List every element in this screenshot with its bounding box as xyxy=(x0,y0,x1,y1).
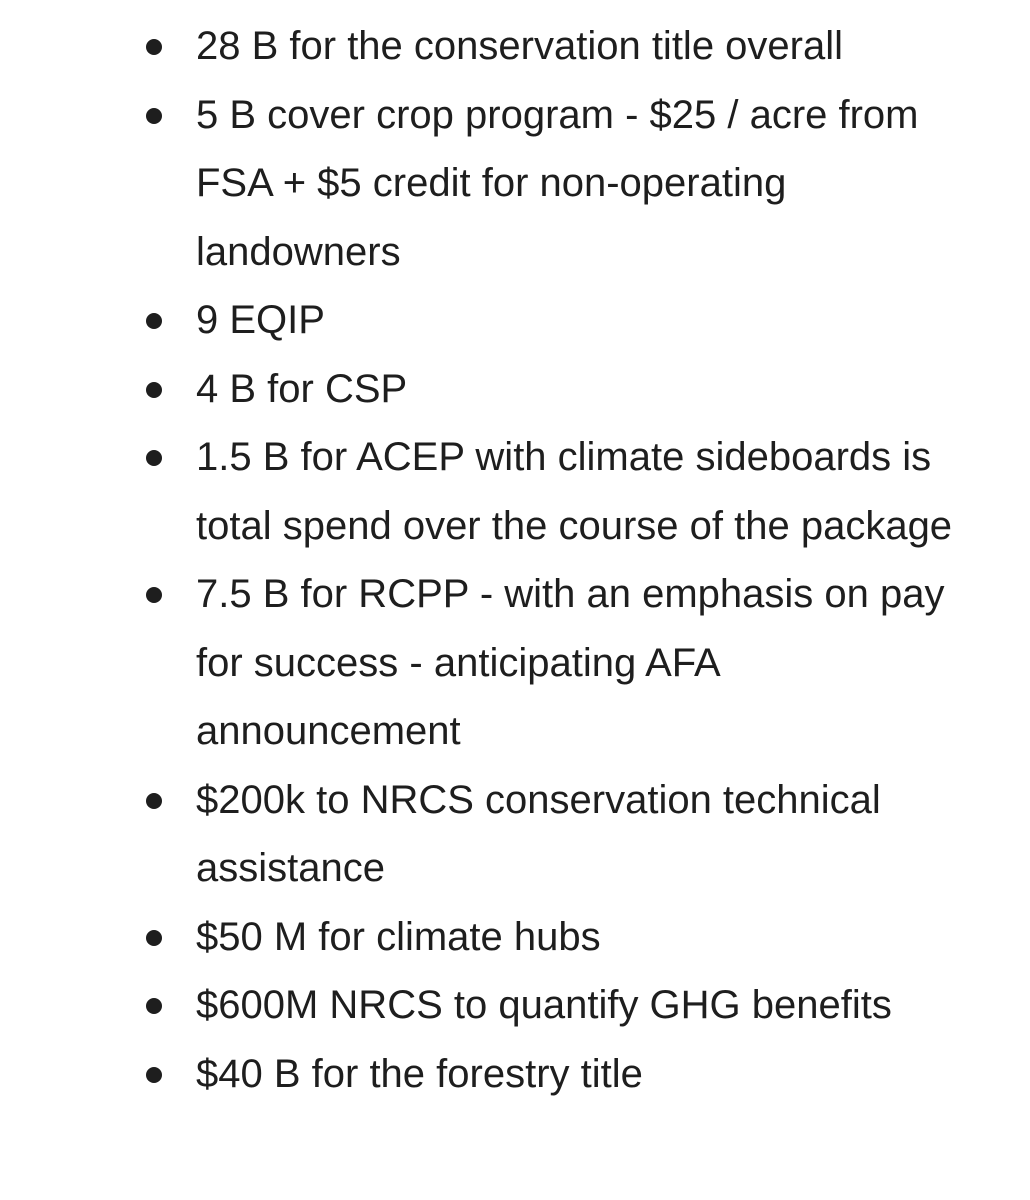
bullet-dot-icon xyxy=(146,587,162,603)
document-body xyxy=(0,12,1030,1108)
bullet-dot-icon xyxy=(146,450,162,466)
list-item xyxy=(0,766,1030,903)
bullet-dot-icon xyxy=(146,793,162,809)
list-item-text: $50 M for climate hubs xyxy=(196,914,601,959)
bullet-dot-icon xyxy=(146,1067,162,1083)
list-item xyxy=(0,560,1030,766)
list-item-text: 5 B cover crop program - $25 / acre from FSA + $5 credit for non-operating landowners xyxy=(196,92,919,274)
list-item-text: $600M NRCS to quantify GHG benefits xyxy=(196,983,892,1027)
list-item xyxy=(0,286,1030,355)
list-item xyxy=(0,971,1030,1040)
list-item xyxy=(0,81,1030,287)
list-item-text: 28 B for the conservation title overall xyxy=(196,24,844,68)
list-item-text: 9 EQIP xyxy=(196,298,325,342)
bullet-list xyxy=(0,12,1030,1108)
bullet-dot-icon xyxy=(146,930,162,946)
list-item xyxy=(0,903,1030,972)
list-item xyxy=(0,12,1030,81)
list-item-text: 1.5 B for ACEP with climate sideboards is total spend over the course of the package xyxy=(196,435,953,548)
bullet-dot-icon xyxy=(146,108,162,124)
bullet-dot-icon xyxy=(146,382,162,398)
list-item-text: 4 B for CSP xyxy=(196,366,408,411)
list-item xyxy=(0,1040,1030,1109)
bullet-dot-icon xyxy=(146,39,162,55)
list-item xyxy=(0,423,1030,560)
bullet-dot-icon xyxy=(146,998,162,1014)
list-item-text: $40 B for the forestry title xyxy=(196,1051,643,1096)
bullet-dot-icon xyxy=(146,313,162,329)
list-item-text: $200k to NRCS conservation technical assistance xyxy=(196,777,881,890)
list-item-text: 7.5 B for RCPP - with an emphasis on pay for success - anticipating AFA announcement xyxy=(196,572,945,753)
list-item xyxy=(0,355,1030,424)
